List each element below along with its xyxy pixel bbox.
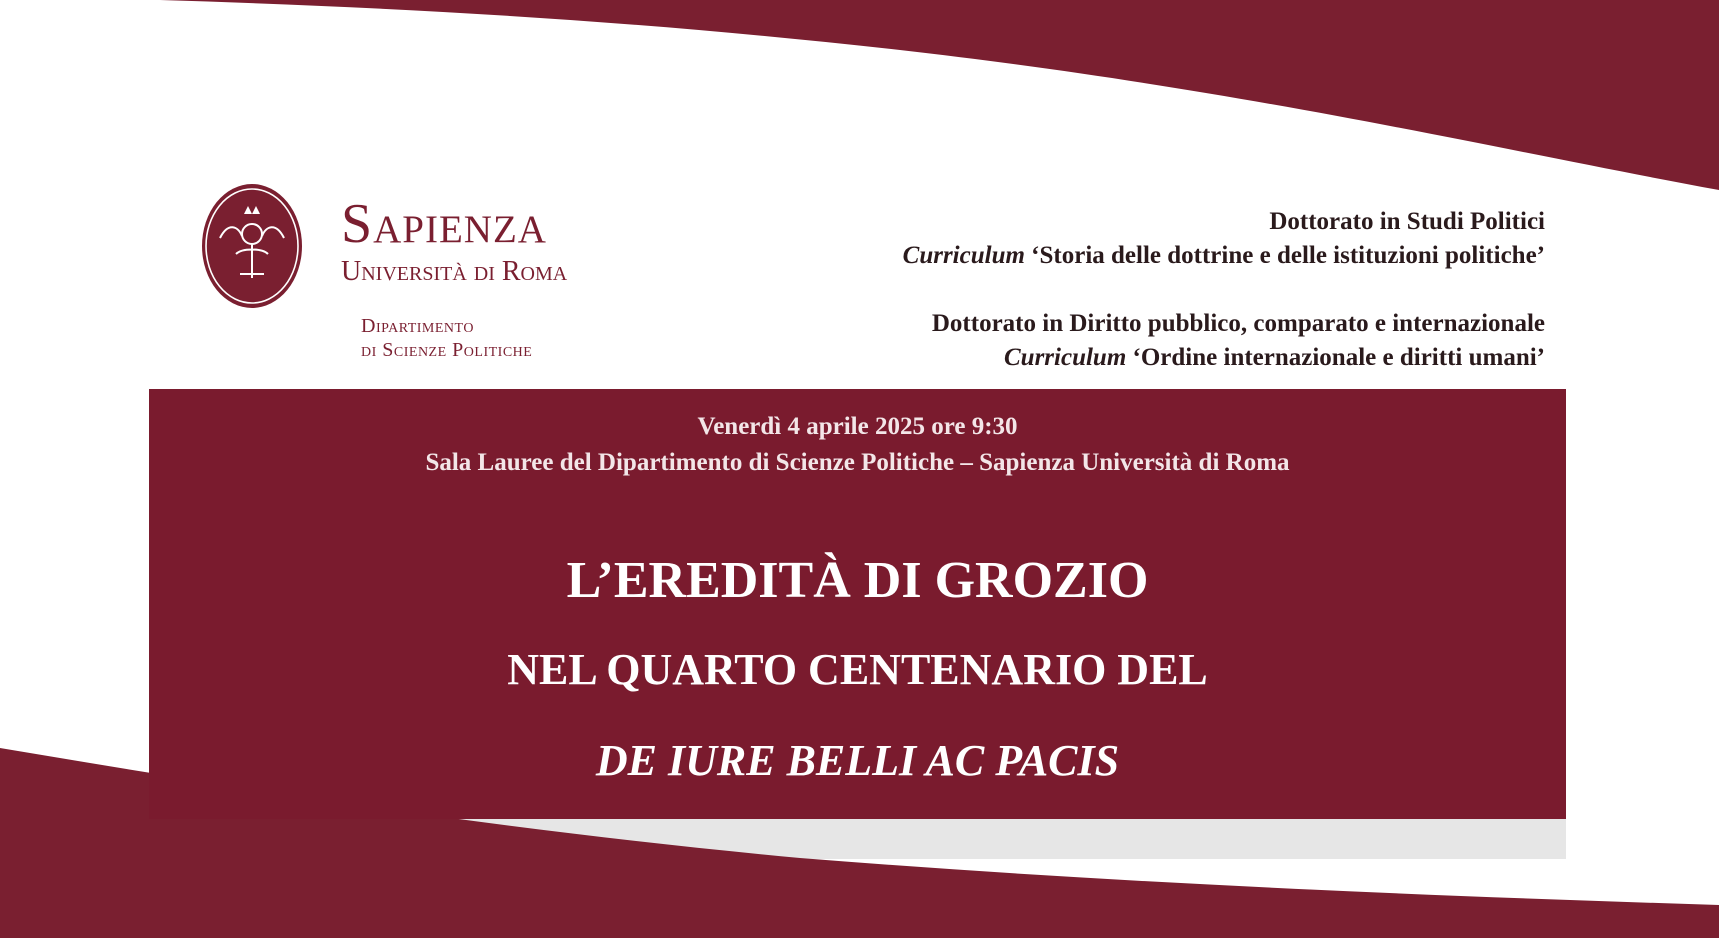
- event-date: Venerdì 4 aprile 2025 ore 9:30: [697, 413, 1018, 440]
- event-banner: [149, 389, 1566, 819]
- program-2-curriculum-label: Curriculum: [1004, 344, 1127, 371]
- program-1-curriculum-label: Curriculum: [902, 242, 1025, 269]
- event-title-line-3: DE IURE BELLI AC PACIS: [595, 736, 1120, 785]
- university-subtitle: Università di Roma: [341, 256, 568, 287]
- doctorate-program-1: [903, 205, 1545, 273]
- event-place: Sala Lauree del Dipartimento di Scienze Politiche – Sapienza Università di Roma: [425, 449, 1290, 476]
- event-title-line-2: NEL QUARTO CENTENARIO DEL: [507, 645, 1208, 694]
- program-1-title: Dottorato in Studi Politici: [1269, 208, 1545, 235]
- doctorate-program-2: [932, 307, 1545, 375]
- program-1-curriculum: [903, 239, 1545, 273]
- department-line-1: Dipartimento: [361, 315, 474, 337]
- university-name: Sapienza: [341, 193, 547, 255]
- department-line-2: di Scienze Politiche: [361, 339, 533, 361]
- program-2-curriculum-name: ‘Ordine internazionale e diritti umani’: [1132, 344, 1545, 371]
- sapienza-seal-icon: [200, 182, 304, 310]
- university-logo: [200, 182, 620, 362]
- event-title-line-1: L’EREDITÀ DI GROZIO: [566, 552, 1149, 609]
- program-2-curriculum: [932, 341, 1545, 375]
- program-1-curriculum-name: ‘Storia delle dottrine e delle istituzioni politiche’: [1031, 242, 1545, 269]
- program-2-title: Dottorato in Diritto pubblico, comparato e internazionale: [931, 310, 1545, 337]
